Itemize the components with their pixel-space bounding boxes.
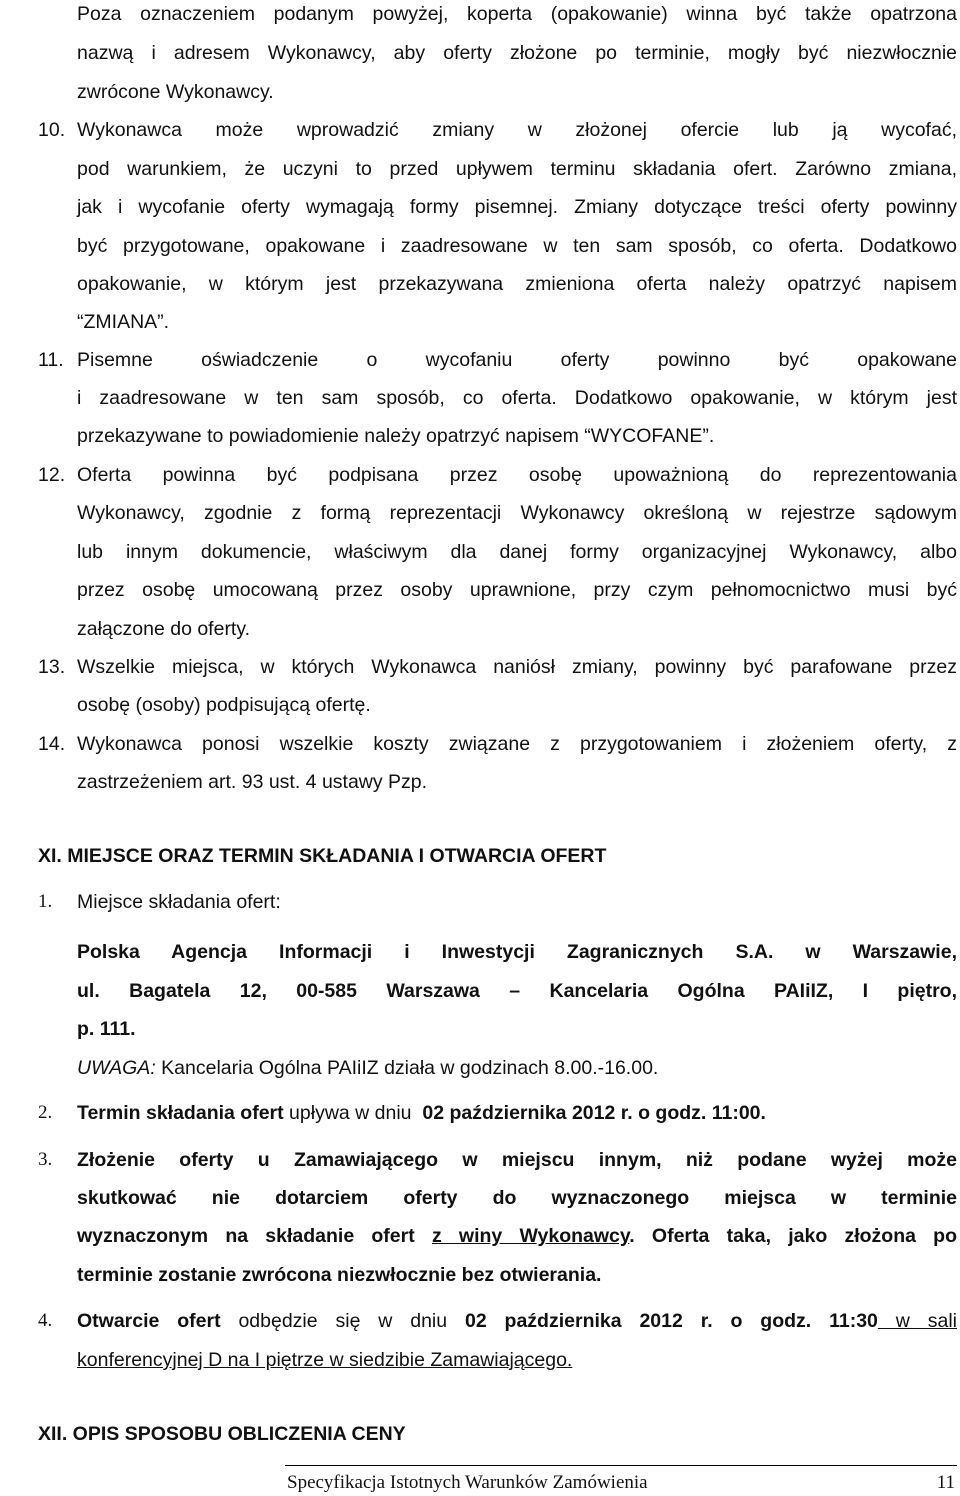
p11-line: Pisemne oświadczenie o wycofaniu oferty powinno być opakowane (77, 349, 957, 371)
s1-label: Miejsce składania ofert: (77, 891, 281, 913)
s2-deadline: 02 października 2012 r. o godz. 11:00. (422, 1102, 766, 1124)
s4-date: 02 października 2012 r. o godz. 11:30 (464, 1310, 878, 1332)
s4-line: konferencyjnej D na I piętrze w siedzibie Zamawiającego. (77, 1349, 573, 1371)
s2-line (77, 1101, 957, 1125)
s2-bold: Termin składania ofert (77, 1102, 284, 1124)
p13-line: Wszelkie miejsca, w których Wykonawca naniósł zmiany, powinny być parafowane przez (77, 656, 957, 678)
point-number: 4. (38, 1310, 53, 1331)
s3-line: terminie zostanie zwrócona niezwłocznie bez otwierania. (77, 1264, 602, 1286)
p12-line: lub innym dokumencie, właściwym dla danej formy organizacyjnej Wykonawcy, albo (77, 541, 957, 563)
point-number: 11. (38, 349, 64, 371)
s2-text: upływa w dniu (283, 1102, 423, 1124)
s3-underlined: z winy Wykonawcy (431, 1225, 630, 1247)
point-number: 3. (38, 1149, 53, 1170)
p9-line: zwrócone Wykonawcy. (77, 81, 274, 103)
p10-line: Wykonawca może wprowadzić zmiany w złożonej ofercie lub ją wycofać, (77, 119, 957, 141)
p11-line: przekazywane to powiadomienie należy opatrzyć napisem “WYCOFANE”. (77, 425, 715, 447)
point-number: 10. (38, 119, 66, 141)
note-label: UWAGA: (77, 1057, 156, 1079)
point-number: 1. (38, 891, 53, 912)
p10-line: pod warunkiem, że uczyni to przed upływem terminu składania ofert. Zarówno zmiana, (77, 158, 957, 180)
s1-address-line: Polska Agencja Informacji i Inwestycji Zagranicznych S.A. w Warszawie, (77, 941, 957, 963)
footer-title: Specyfikacja Istotnych Warunków Zamówienia (287, 1472, 648, 1493)
p14-line: Wykonawca ponosi wszelkie koszty związane z przygotowaniem i złożeniem oferty, z (77, 733, 957, 755)
p12-line: Oferta powinna być podpisana przez osobę upoważnioną do reprezentowania (77, 464, 957, 486)
s3-line: Złożenie oferty u Zamawiającego w miejscu innym, niż podane wyżej może (77, 1149, 957, 1171)
section-heading: XI. MIEJSCE ORAZ TERMIN SKŁADANIA I OTWARCIA OFERT (38, 845, 607, 867)
p10-line: opakowanie, w którym jest przekazywana zmieniona oferta należy opatrzyć napisem (77, 273, 957, 295)
section-heading: XII. OPIS SPOSOBU OBLICZENIA CENY (38, 1423, 406, 1445)
p12-line: załączone do oferty. (77, 618, 251, 640)
p9-line: nazwą i adresem Wykonawcy, aby oferty złożone po terminie, mogły być niezwłocznie (77, 42, 957, 64)
s1-note (77, 1056, 957, 1080)
p10-line: “ZMIANA”. (77, 311, 170, 333)
point-number: 12. (38, 464, 66, 486)
page-number: 11 (936, 1472, 955, 1493)
point-number: 14. (38, 733, 66, 755)
p9-line: Poza oznaczeniem podanym powyżej, koperta (opakowanie) winna być także opatrzona (77, 3, 957, 25)
s4-line (77, 1309, 957, 1333)
p12-line: Wykonawcy, zgodnie z formą reprezentacji Wykonawcy określoną w rejestrze sądowym (77, 502, 957, 524)
p10-line: być przygotowane, opakowane i zaadresowane w ten sam sposób, co oferta. Dodatkowo (77, 235, 957, 257)
p14-line: zastrzeżeniem art. 93 ust. 4 ustawy Pzp. (77, 771, 428, 793)
note-text: Kancelaria Ogólna PAIiIZ działa w godzinach 8.00.-16.00. (155, 1057, 659, 1079)
s3-text: wyznaczonym na składanie ofert (77, 1225, 432, 1247)
p11-line: i zaadresowane w ten sam sposób, co oferta. Dodatkowo opakowanie, w którym jest (77, 387, 957, 409)
footer-rule (285, 1465, 957, 1466)
s4-bold: Otwarcie ofert (77, 1310, 221, 1332)
point-number: 13. (38, 656, 66, 678)
s1-address-line: p. 111. (77, 1018, 136, 1040)
s3-text: . Oferta taka, jako złożona po (629, 1225, 957, 1247)
p13-line: osobę (osoby) podpisującą ofertę. (77, 694, 371, 716)
s1-address-line: ul. Bagatela 12, 00-585 Warszawa – Kancelaria Ogólna PAIiIZ, I piętro, (77, 980, 957, 1002)
s4-text: odbędzie się w dniu (220, 1310, 465, 1332)
p10-line: jak i wycofanie oferty wymagają formy pisemnej. Zmiany dotyczące treści oferty powinny (77, 196, 957, 218)
s3-line (77, 1224, 957, 1248)
p12-line: przez osobę umocowaną przez osoby uprawnione, przy czym pełnomocnictwo musi być (77, 579, 957, 601)
s3-line: skutkować nie dotarciem oferty do wyznaczonego miejsca w terminie (77, 1187, 957, 1209)
s4-underlined: w sali (877, 1310, 957, 1332)
point-number: 2. (38, 1102, 53, 1123)
